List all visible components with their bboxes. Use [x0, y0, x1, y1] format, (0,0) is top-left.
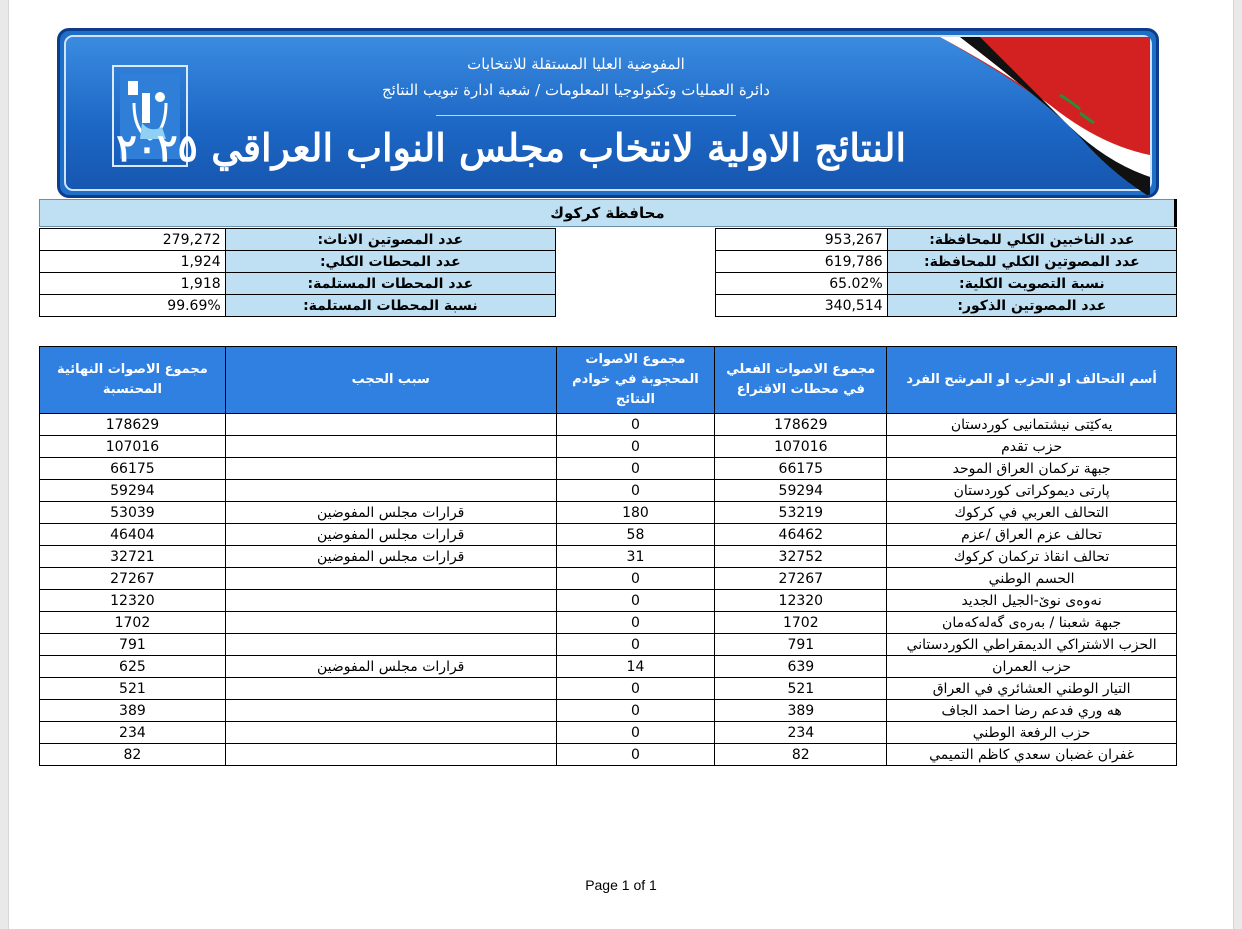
final-votes-cell: 46404 [40, 524, 226, 546]
province-edge [1174, 199, 1177, 227]
summary-row [40, 273, 556, 295]
withhold-reason-cell [225, 744, 556, 766]
table-row [40, 568, 1177, 590]
withhold-reason-cell: قرارات مجلس المفوضين [225, 502, 556, 524]
withhold-reason-cell [225, 414, 556, 436]
final-votes-cell: 53039 [40, 502, 226, 524]
table-row [40, 546, 1177, 568]
withheld-votes-cell: 0 [556, 634, 715, 656]
summary-value: 1,918 [40, 273, 226, 295]
party-name-cell: الحزب الاشتراكي الديمقراطي الكوردستاني [887, 634, 1177, 656]
table-row [40, 524, 1177, 546]
actual-votes-cell: 46462 [715, 524, 887, 546]
party-name-cell: التحالف العربي في كركوك [887, 502, 1177, 524]
summary-row [40, 295, 556, 317]
withheld-votes-cell: 0 [556, 722, 715, 744]
party-name-cell: غفران غضبان سعدي كاظم التميمي [887, 744, 1177, 766]
summary-label: نسبة المحطات المستلمة: [225, 295, 555, 317]
withheld-votes-cell: 0 [556, 458, 715, 480]
final-votes-cell: 178629 [40, 414, 226, 436]
summary-label: عدد المحطات المستلمة: [225, 273, 555, 295]
table-row [40, 458, 1177, 480]
summary-label: نسبة التصويت الكلية: [887, 273, 1176, 295]
party-name-cell: هه وري فدعم رضا احمد الجاف [887, 700, 1177, 722]
withheld-votes-cell: 0 [556, 436, 715, 458]
party-name-cell: تحالف عزم العراق /عزم [887, 524, 1177, 546]
summary-row [40, 229, 556, 251]
page-edge-right [1233, 0, 1242, 929]
summary-value: 99.69% [40, 295, 226, 317]
org-department: دائرة العمليات وتكنولوجيا المعلومات / شعبة ادارة تبويب النتائج [381, 81, 770, 99]
withhold-reason-cell [225, 722, 556, 744]
header-banner [57, 28, 1159, 198]
summary-row [716, 273, 1177, 295]
summary-row [716, 251, 1177, 273]
final-votes-cell: 82 [40, 744, 226, 766]
table-row [40, 502, 1177, 524]
province-title: محافظة كركوك [39, 199, 1176, 227]
party-name-cell: پارتی ديموكراتی كوردستان [887, 480, 1177, 502]
final-votes-cell: 1702 [40, 612, 226, 634]
summary-label: عدد المصوتين الاناث: [225, 229, 555, 251]
party-name-cell: حزب الرفعة الوطني [887, 722, 1177, 744]
table-row [40, 480, 1177, 502]
withheld-votes-cell: 58 [556, 524, 715, 546]
withhold-reason-cell: قرارات مجلس المفوضين [225, 524, 556, 546]
summary-label: عدد الناخبين الكلي للمحافظة: [887, 229, 1176, 251]
actual-votes-cell: 1702 [715, 612, 887, 634]
summary-label: عدد المصوتين الذكور: [887, 295, 1176, 317]
actual-votes-cell: 234 [715, 722, 887, 744]
party-name-cell: الحسم الوطني [887, 568, 1177, 590]
actual-votes-cell: 27267 [715, 568, 887, 590]
withheld-votes-cell: 0 [556, 480, 715, 502]
table-row [40, 700, 1177, 722]
withheld-votes-cell: 0 [556, 414, 715, 436]
party-name-cell: التيار الوطني العشائري في العراق [887, 678, 1177, 700]
summary-table-left [39, 228, 556, 317]
results-header-row [40, 347, 1177, 414]
withheld-votes-cell: 0 [556, 612, 715, 634]
actual-votes-cell: 32752 [715, 546, 887, 568]
withheld-votes-cell: 0 [556, 744, 715, 766]
summary-value: 1,924 [40, 251, 226, 273]
header-final-votes: مجموع الاصوات النهائية المحتسبة [40, 347, 226, 414]
party-name-cell: نەوەی نوێ-الجيل الجديد [887, 590, 1177, 612]
withheld-votes-cell: 14 [556, 656, 715, 678]
withheld-votes-cell: 0 [556, 678, 715, 700]
withhold-reason-cell [225, 480, 556, 502]
summary-value: 279,272 [40, 229, 226, 251]
withhold-reason-cell [225, 678, 556, 700]
actual-votes-cell: 107016 [715, 436, 887, 458]
summary-value: 340,514 [716, 295, 888, 317]
summary-row [40, 251, 556, 273]
header-withhold-reason: سبب الحجب [225, 347, 556, 414]
org-name: المفوضية العليا المستقلة للانتخابات [467, 55, 685, 73]
withheld-votes-cell: 0 [556, 700, 715, 722]
actual-votes-cell: 521 [715, 678, 887, 700]
final-votes-cell: 625 [40, 656, 226, 678]
party-name-cell: حزب العمران [887, 656, 1177, 678]
table-row [40, 634, 1177, 656]
table-row [40, 722, 1177, 744]
actual-votes-cell: 178629 [715, 414, 887, 436]
final-votes-cell: 234 [40, 722, 226, 744]
results-table [39, 346, 1177, 766]
page-edge-left [0, 0, 9, 929]
final-votes-cell: 32721 [40, 546, 226, 568]
actual-votes-cell: 53219 [715, 502, 887, 524]
table-row [40, 612, 1177, 634]
summary-value: 65.02% [716, 273, 888, 295]
final-votes-cell: 66175 [40, 458, 226, 480]
page-title: النتائج الاولية لانتخاب مجلس النواب العراقي ٢٠٢٥ [116, 125, 906, 170]
actual-votes-cell: 791 [715, 634, 887, 656]
summary-value: 953,267 [716, 229, 888, 251]
page-number: Page 1 of 1 [585, 877, 657, 893]
header-withheld-votes: مجموع الاصوات المحجوبة في خوادم النتائج [556, 347, 715, 414]
party-name-cell: جبهة شعبنا / بەرەی گەلەکەمان [887, 612, 1177, 634]
final-votes-cell: 12320 [40, 590, 226, 612]
summary-label: عدد المصوتين الكلي للمحافظة: [887, 251, 1176, 273]
withhold-reason-cell [225, 568, 556, 590]
withheld-votes-cell: 0 [556, 590, 715, 612]
withhold-reason-cell [225, 634, 556, 656]
actual-votes-cell: 389 [715, 700, 887, 722]
final-votes-cell: 107016 [40, 436, 226, 458]
withhold-reason-cell [225, 590, 556, 612]
actual-votes-cell: 59294 [715, 480, 887, 502]
final-votes-cell: 791 [40, 634, 226, 656]
header-actual-votes: مجموع الاصوات الفعلي في محطات الاقتراع [715, 347, 887, 414]
banner-divider [436, 115, 736, 116]
party-name-cell: تحالف انقاذ تركمان كركوك [887, 546, 1177, 568]
summary-value: 619,786 [716, 251, 888, 273]
withhold-reason-cell [225, 436, 556, 458]
party-name-cell: يەکێتی نیشتمانیی کوردستان [887, 414, 1177, 436]
summary-row [716, 295, 1177, 317]
withhold-reason-cell [225, 700, 556, 722]
table-row [40, 436, 1177, 458]
withheld-votes-cell: 180 [556, 502, 715, 524]
final-votes-cell: 389 [40, 700, 226, 722]
table-row [40, 414, 1177, 436]
results-body [40, 414, 1177, 766]
withhold-reason-cell [225, 458, 556, 480]
withhold-reason-cell: قرارات مجلس المفوضين [225, 656, 556, 678]
summary-label: عدد المحطات الكلي: [225, 251, 555, 273]
iraq-flag-icon [900, 37, 1150, 197]
summary-table-right [715, 228, 1177, 317]
withhold-reason-cell [225, 612, 556, 634]
withheld-votes-cell: 0 [556, 568, 715, 590]
table-row [40, 678, 1177, 700]
actual-votes-cell: 82 [715, 744, 887, 766]
table-row [40, 590, 1177, 612]
final-votes-cell: 521 [40, 678, 226, 700]
banner-frame [64, 35, 1152, 191]
table-row [40, 656, 1177, 678]
party-name-cell: جبهة تركمان العراق الموحد [887, 458, 1177, 480]
header-party-name: أسم التحالف او الحزب او المرشح الفرد [887, 347, 1177, 414]
table-row [40, 744, 1177, 766]
actual-votes-cell: 12320 [715, 590, 887, 612]
final-votes-cell: 59294 [40, 480, 226, 502]
actual-votes-cell: 66175 [715, 458, 887, 480]
summary-row [716, 229, 1177, 251]
withheld-votes-cell: 31 [556, 546, 715, 568]
withhold-reason-cell: قرارات مجلس المفوضين [225, 546, 556, 568]
final-votes-cell: 27267 [40, 568, 226, 590]
actual-votes-cell: 639 [715, 656, 887, 678]
party-name-cell: حزب تقدم [887, 436, 1177, 458]
